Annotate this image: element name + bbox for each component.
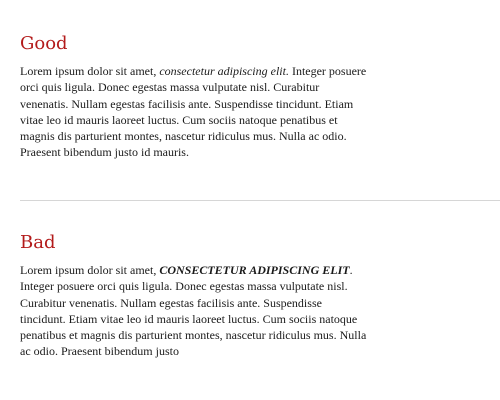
section-divider: [20, 200, 500, 201]
good-paragraph: [20, 63, 370, 161]
good-emphasis: consectetur adipiscing elit.: [159, 64, 289, 78]
bad-emphasis: [159, 263, 349, 277]
bad-text-before: Lorem ipsum dolor sit amet,: [20, 263, 160, 277]
good-text-after: Integer posuere orci quis ligula. Donec egestas massa vulputate nisl. Curabitur venenatis. Nullam egestas facilisis ante. Suspendisse tincidunt. Etiam vitae leo id mauris laoreet luctus. Cum sociis natoque penatibus et magnis dis parturient montes, nascetur ridiculus mus. Nulla ac odio. Praesent bibendum justo id mauris.: [20, 64, 367, 160]
bad-example-section: [20, 232, 370, 360]
bad-paragraph: [20, 262, 370, 360]
good-example-section: [20, 33, 370, 161]
bad-text-after: . Integer posuere orci quis ligula. Donec egestas massa vulputate nisl. Curabitur venenatis. Nullam egestas facilisis ante. Suspendisse tincidunt. Etiam vitae leo id mauris laoreet luctus. Cum sociis natoque penatibus et magnis dis parturient montes, nascetur ridiculus mus. Nulla ac odio. Praesent bibendum justo: [20, 263, 367, 359]
good-heading: Good: [20, 33, 68, 54]
bad-heading: Bad: [20, 232, 56, 253]
good-text-before: Lorem ipsum dolor sit amet,: [20, 64, 160, 78]
bad-emphasis-text: CONSECTETUR ADIPISCING ELIT: [159, 263, 350, 277]
